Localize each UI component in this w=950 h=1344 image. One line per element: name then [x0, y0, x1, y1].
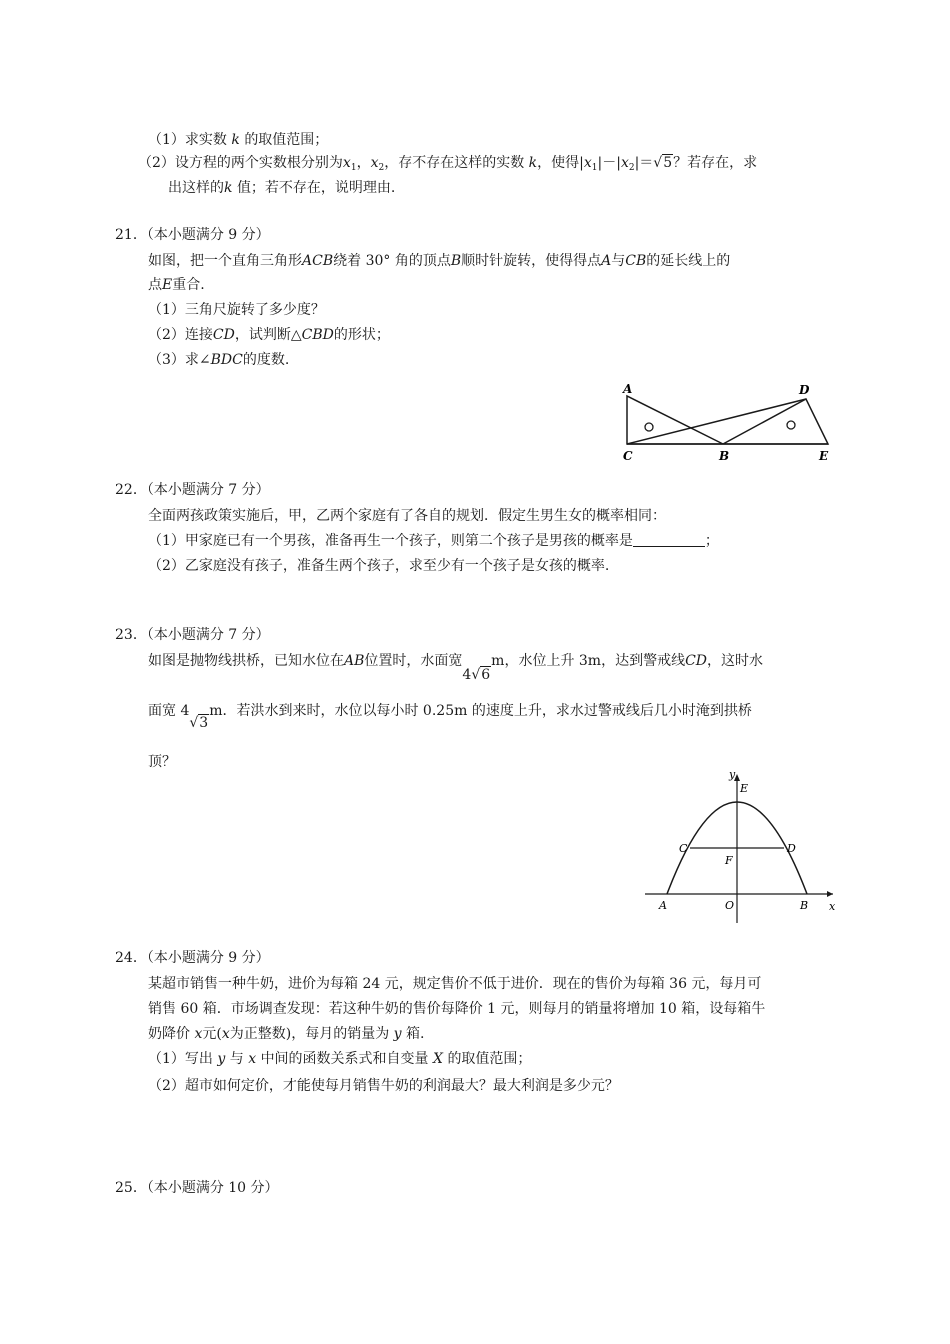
q23-parabola-figure: [645, 768, 845, 928]
x-axis-arrow: [827, 891, 833, 897]
q22-intro: 全面两孩政策实施后，甲，乙两个家庭有了各自的规划．假定生男生女的概率相同：: [148, 508, 666, 524]
q22-sub1: （1）甲家庭已有一个男孩，准备再生一个孩子，则第二个孩子是男孩的概率是 ；: [148, 533, 719, 549]
label-E: E: [819, 449, 829, 463]
q22-header: 22．（本小题满分 7 分）: [115, 482, 270, 498]
q23-line1: 如图是抛物线拱桥，已知水位在AB位置时，水面宽4√6m，水位上升 3m，达到警戒线CD，这时水: [148, 653, 764, 683]
label-B: B: [719, 449, 730, 463]
root3: √3: [189, 715, 209, 731]
q20-part1: （1）求实数 k 的取值范围；: [148, 132, 329, 148]
q24-line3: 奶降价 x元(x为正整数)，每月的销量为 y 箱.: [148, 1026, 425, 1042]
q24-header: 24．（本小题满分 9 分）: [115, 950, 270, 966]
triangle-hole-right: [787, 421, 795, 429]
label-D: D: [799, 383, 810, 397]
q21-line1: 如图，把一个直角三角形ACB绕着 30° 角的顶点B顺时针旋转，使得得点A与CB的延长线上的: [148, 253, 731, 269]
q21-triangle-figure: [615, 378, 840, 463]
label-B: B: [800, 899, 809, 912]
q21-header: 21．（本小题满分 9 分）: [115, 227, 270, 243]
q21-sub3: （3）求∠BDC的度数.: [148, 352, 290, 368]
label-F: F: [725, 854, 733, 867]
triangle-acb: [627, 396, 723, 444]
answer-blank[interactable]: [633, 532, 705, 547]
segment-cd: [627, 399, 806, 444]
label-A: A: [623, 382, 633, 396]
q23-line3: 顶？: [148, 754, 176, 770]
label-C: C: [623, 449, 633, 463]
sqrt5-expr: √5: [653, 155, 673, 171]
label-O: O: [725, 899, 735, 912]
q24-sub2: （2）超市如何定价，才能使每月销售牛奶的利润最大？最大利润是多少元？: [148, 1078, 619, 1094]
q20-part2-cont: 出这样的k 值；若不存在，说明理由.: [168, 180, 396, 196]
label-y: y: [729, 768, 736, 781]
q24-line1: 某超市销售一种牛奶，进价为每箱 24 元，规定售价不低于进价．现在的售价为每箱 36 元，每月可: [148, 976, 762, 992]
label-E: E: [740, 782, 749, 795]
q25-header: 25．（本小题满分 10 分）: [115, 1180, 279, 1196]
triangle-bde: [723, 399, 828, 444]
q21-sub2: （2）连接CD，试判断△CBD的形状；: [148, 327, 390, 343]
q22-sub2: （2）乙家庭没有孩子，准备生两个孩子，求至少有一个孩子是女孩的概率.: [148, 558, 610, 574]
label-A: A: [659, 899, 667, 912]
q23-header: 23．（本小题满分 7 分）: [115, 627, 270, 643]
q21-sub1: （1）三角尺旋转了多少度？: [148, 302, 325, 318]
triangle-hole-left: [645, 423, 653, 431]
width-4root6: 4√6: [462, 667, 491, 683]
q24-line2: 销售 60 箱．市场调查发现：若这种牛奶的售价每降价 1 元，则每月的销量将增加 10 箱，设每箱牛: [148, 1001, 766, 1017]
label-x: x: [829, 900, 836, 913]
q21-line2: 点E重合.: [148, 277, 205, 293]
q24-sub1: （1）写出 y 与 x 中间的函数关系式和自变量 X 的取值范围；: [148, 1051, 532, 1067]
label-D: D: [787, 842, 796, 855]
label-C: C: [679, 842, 688, 855]
q20-part2: （2）设方程的两个实数根分别为$x_1$，$x_2$，存不存在这样的实数 k，使得$|x_1|-|x_2|=√5$？若存在，求: [138, 155, 758, 173]
q23-line2: 面宽 4√3m．若洪水到来时，水位以每小时 0.25m 的速度上升，求水过警戒线后几小时淹到拱桥: [148, 703, 752, 731]
